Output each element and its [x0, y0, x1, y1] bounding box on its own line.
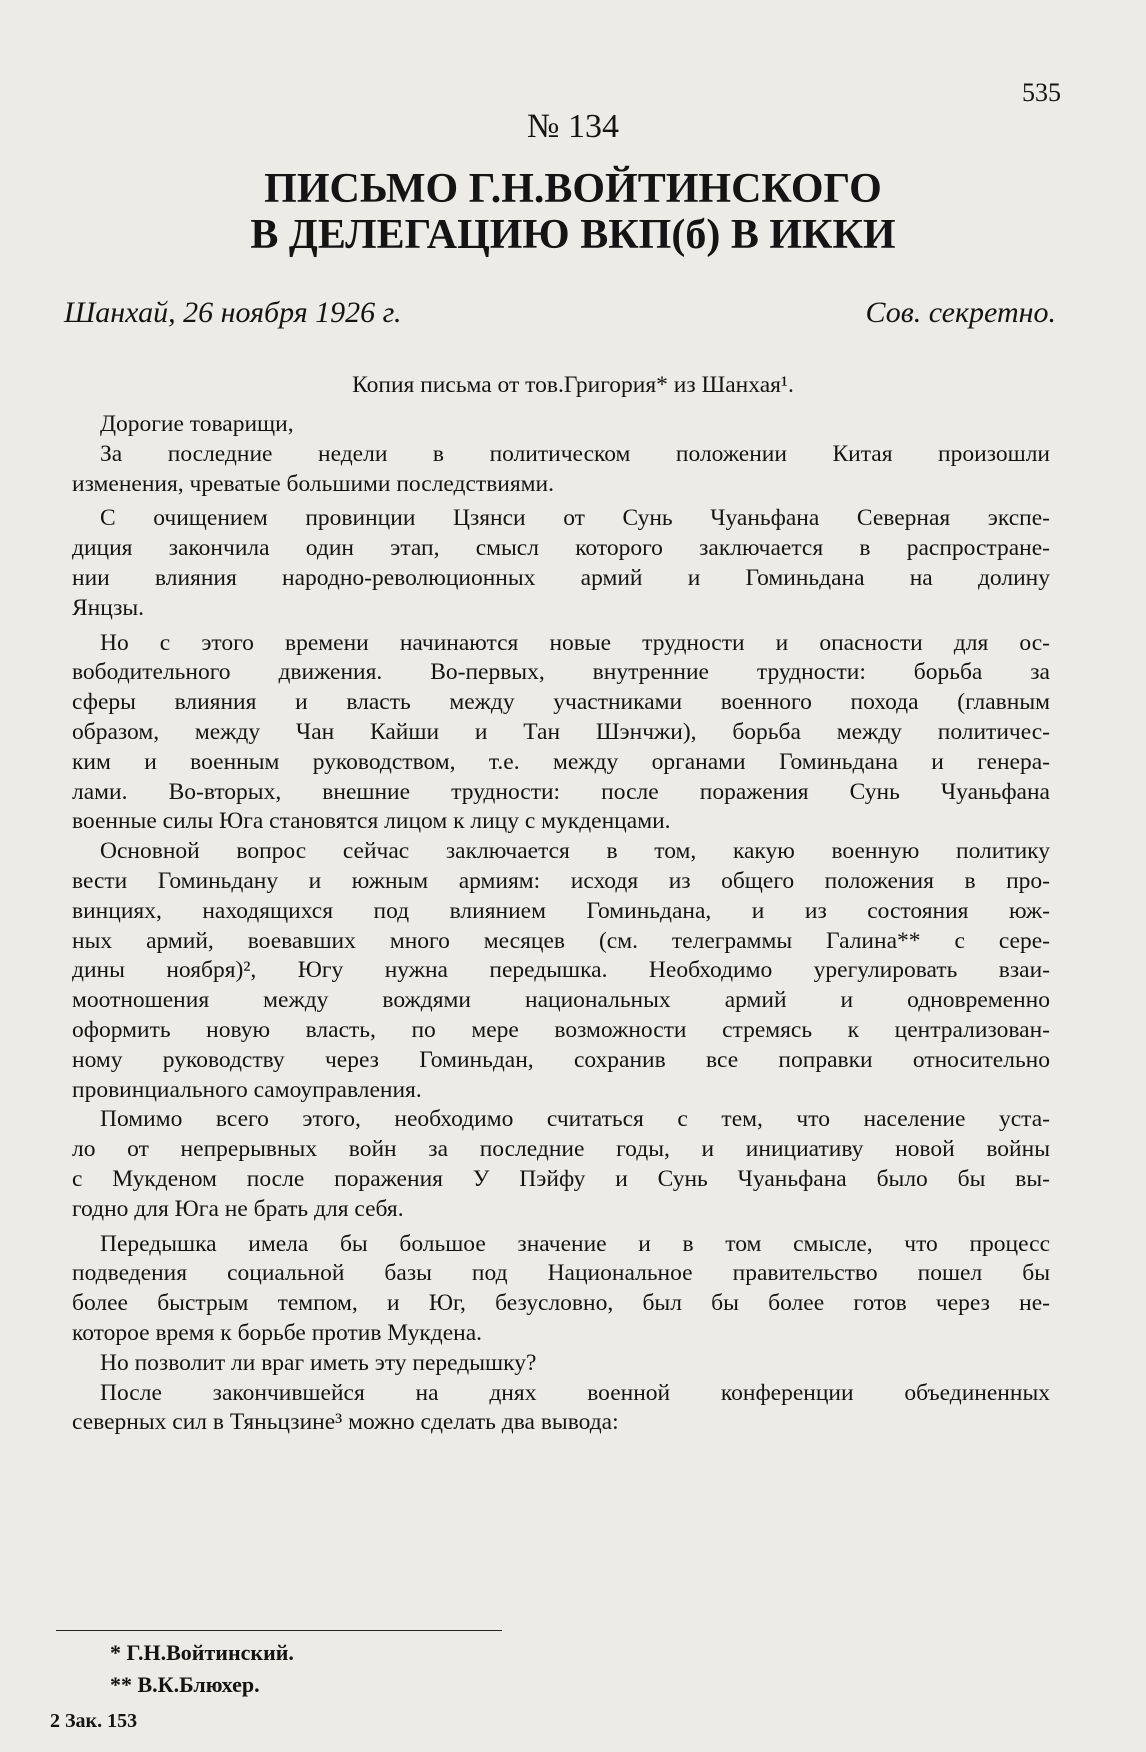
- body-line: провинциального самоуправления.: [72, 1076, 422, 1103]
- place-date: Шанхай, 26 ноября 1926 г.: [64, 296, 402, 329]
- letter-body: [72, 410, 1050, 1438]
- body-line: Но с этого времени начинаются новые трудности и опасности для ос-: [100, 629, 1050, 656]
- body-line: После закончившейся на днях военной конференции объединенных: [100, 1379, 1050, 1406]
- body-line: вободительного движения. Во-первых, внутренние трудности: борьба за: [72, 659, 1050, 686]
- body-line: моотношения между вождями национальных армий и одновременно: [72, 987, 1050, 1014]
- document-number: № 134: [527, 108, 619, 145]
- body-line: вести Гоминьдану и южным армиям: исходя из общего положения в про-: [72, 867, 1050, 894]
- body-line: С очищением провинции Цзянси от Сунь Чуаньфана Северная экспе-: [100, 505, 1050, 532]
- body-line: ных армий, воевавших много месяцев (см. телеграммы Галина** с сере-: [72, 927, 1050, 954]
- body-line: Но позволит ли враг иметь эту передышку?: [100, 1349, 537, 1376]
- letter-subtitle: Копия письма от тов.Григория* из Шанхая¹.: [352, 372, 794, 398]
- body-line: Янцзы.: [72, 594, 145, 621]
- body-line: лами. Во-вторых, внешние трудности: после поражения Сунь Чуаньфана: [72, 778, 1050, 805]
- document-meta: [64, 296, 1056, 330]
- body-line: военные силы Юга становятся лицом к лицу с мукденцами.: [72, 808, 671, 835]
- body-line: Передышка имела бы большое значение и в том смысле, что процесс: [100, 1230, 1050, 1257]
- document-title: [0, 166, 1146, 258]
- body-line: годно для Юга не брать для себя.: [72, 1195, 404, 1222]
- footnote: ** В.К.Блюхер.: [110, 1672, 260, 1697]
- body-line: винциях, находящихся под влиянием Гоминьдана, и из состояния юж-: [72, 897, 1050, 924]
- body-line: с Мукденом после поражения У Пэйфу и Сунь Чуаньфана было бы вы-: [72, 1165, 1050, 1192]
- body-line: северных сил в Тяньцзине³ можно сделать два вывода:: [72, 1409, 619, 1436]
- body-line: Помимо всего этого, необходимо считаться с тем, что население уста-: [100, 1106, 1050, 1133]
- body-line: более быстрым темпом, и Юг, безусловно, был бы более готов через не-: [72, 1290, 1050, 1317]
- body-line: дины ноября)², Югу нужна передышка. Необходимо урегулировать взаи-: [72, 957, 1050, 984]
- classification: Сов. секретно.: [865, 296, 1056, 329]
- body-line: подведения социальной базы под Национальное правительство пошел бы: [72, 1260, 1050, 1287]
- footnote: * Г.Н.Войтинский.: [110, 1640, 294, 1665]
- title-line-2: В ДЕЛЕГАЦИЮ ВКП(б) В ИККИ: [250, 212, 896, 258]
- body-line: которое время к борьбе против Мукдена.: [72, 1319, 483, 1346]
- body-line: ким и военным руководством, т.е. между органами Гоминьдана и генера-: [72, 748, 1050, 775]
- body-line: нии влияния народно-революционных армий и Гоминьдана на долину: [72, 564, 1050, 591]
- body-line: образом, между Чан Кайши и Тан Шэнчжи), борьба между политичес-: [72, 718, 1050, 745]
- body-line: За последние недели в политическом положении Китая произошли: [100, 440, 1050, 467]
- body-line: сферы влияния и власть между участниками военного похода (главным: [72, 689, 1050, 716]
- body-line: ло от непрерывных войн за последние годы, и инициативу новой войны: [72, 1136, 1050, 1163]
- body-line: оформить новую власть, по мере возможности стремясь к централизован-: [72, 1016, 1050, 1043]
- body-line: Основной вопрос сейчас заключается в том, какую военную политику: [100, 838, 1050, 865]
- body-line: Дорогие товарищи,: [100, 411, 294, 437]
- body-line: изменения, чреватые большими последствиями.: [72, 470, 555, 497]
- footnote-rule: [56, 1630, 502, 1631]
- printer-mark: 2 Зак. 153: [50, 1710, 138, 1732]
- title-line-1: ПИСЬМО Г.Н.ВОЙТИНСКОГО: [264, 166, 882, 212]
- page-number: 535: [1022, 78, 1061, 107]
- body-line: диция закончила один этап, смысл которого заключается в распростране-: [72, 535, 1050, 562]
- body-line: ному руководству через Гоминьдан, сохранив все поправки относительно: [72, 1046, 1050, 1073]
